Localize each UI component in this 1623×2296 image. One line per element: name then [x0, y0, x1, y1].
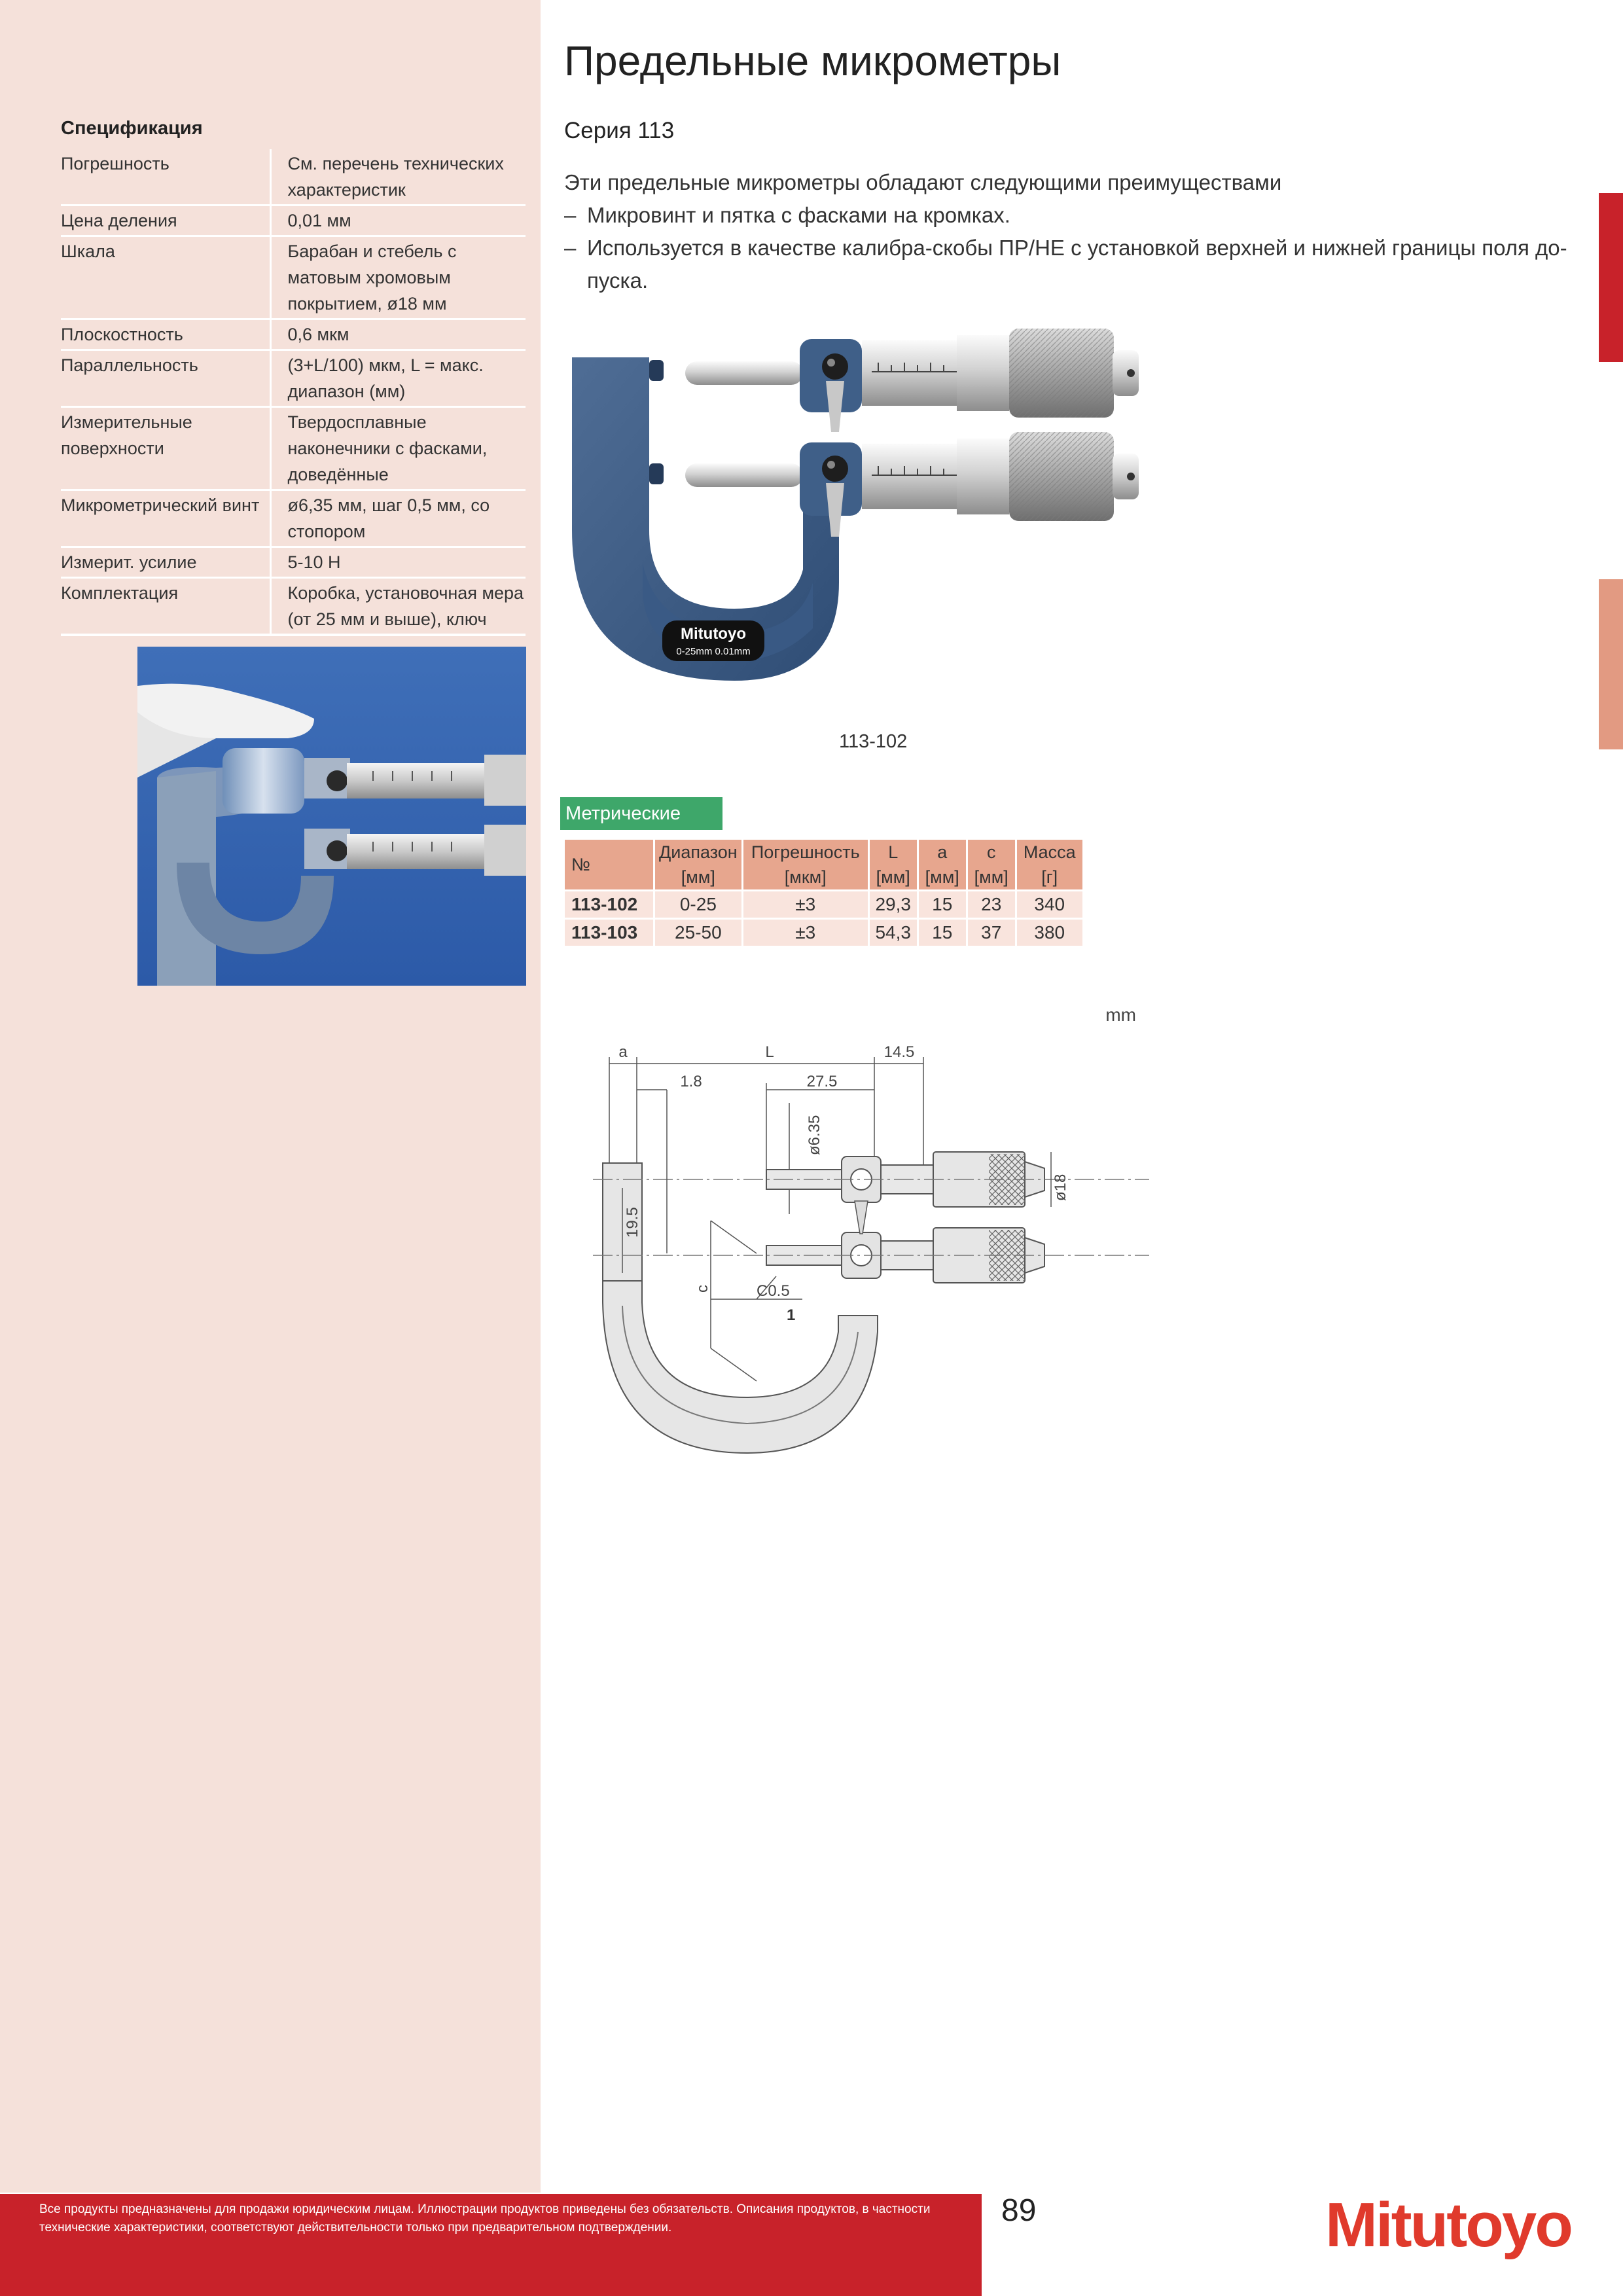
- bullet-item: [564, 232, 1585, 297]
- section-tab-red: [1599, 193, 1623, 362]
- brand-text: Mitutoyo: [681, 625, 746, 643]
- bullet-text: Используется в качестве калибра-скобы ПР/НЕ с установкой верхней и нижней границы поля до-пуска.: [587, 236, 1567, 293]
- metric-tag: Метрические: [560, 797, 722, 830]
- table-cell: ±3: [743, 920, 868, 946]
- dim-27-5: 27.5: [806, 1073, 838, 1090]
- spec-value: (3+L/100) мкм, L = макс. диапазон (мм): [270, 350, 526, 407]
- table-header-row: [565, 840, 1082, 889]
- col-header: Масса [г]: [1017, 840, 1082, 889]
- spec-key: Цена деления: [61, 206, 270, 236]
- spec-row: [61, 206, 526, 236]
- dim-14-5: 14.5: [883, 1043, 915, 1061]
- spec-row: [61, 578, 526, 636]
- page-title: Предельные микрометры: [564, 37, 1061, 84]
- bullet-dash: –: [564, 203, 577, 227]
- spec-key: Шкала: [61, 236, 270, 319]
- spec-value: Коробка, установочная мера (от 25 мм и выше), ключ: [270, 578, 526, 636]
- photo-caption: 113-102: [839, 731, 908, 752]
- table-row: [565, 891, 1082, 918]
- table-cell: ±3: [743, 891, 868, 918]
- dim-c05: C0.5: [757, 1282, 790, 1300]
- spec-table: [61, 149, 526, 636]
- dim-1-8: 1.8: [680, 1073, 702, 1090]
- dim-d18: ø18: [1052, 1174, 1069, 1201]
- series-label: Серия 113: [564, 118, 675, 143]
- spec-key: Параллельность: [61, 350, 270, 407]
- intro-lead: Эти предельные микрометры обладают следующими преимуществами: [564, 170, 1282, 194]
- table-cell: 0-25: [655, 891, 741, 918]
- spec-row: [61, 407, 526, 490]
- usage-photo: [137, 647, 526, 986]
- dim-L: L: [765, 1043, 774, 1061]
- spec-row: [61, 319, 526, 350]
- spec-value: Твердосплавные наконечники с фасками, доведённые: [270, 407, 526, 490]
- table-cell: 25-50: [655, 920, 741, 946]
- table-cell: 340: [1017, 891, 1082, 918]
- spec-value: См. перечень технических характеристик: [270, 149, 526, 206]
- spec-row: [61, 490, 526, 547]
- dim-c: c: [694, 1285, 711, 1293]
- spec-value: 5-10 Н: [270, 547, 526, 578]
- table-row: [565, 920, 1082, 946]
- bullet-dash: –: [564, 236, 577, 260]
- spec-value: 0,01 мм: [270, 206, 526, 236]
- dim-a: a: [618, 1043, 628, 1061]
- dim-19-5: 19.5: [624, 1207, 641, 1238]
- product-photo: [564, 321, 1186, 720]
- technical-drawing: [560, 992, 1182, 1515]
- spec-row: [61, 350, 526, 407]
- range-text: 0-25mm 0.01mm: [676, 646, 751, 657]
- spec-row: [61, 149, 526, 206]
- table-cell: 113-102: [565, 891, 653, 918]
- col-header: №: [565, 840, 653, 889]
- col-header: L [мм]: [870, 840, 917, 889]
- footer-disclaimer: Все продукты предназначены для продажи юридическим лицам. Иллюстрации продуктов приведены без обязательств. Описания продуктов, в частности технические характеристики, соответствуют действительности только при предварительном подтверждении.: [39, 2202, 931, 2234]
- intro-text: [564, 166, 1585, 297]
- dim-1: 1: [787, 1306, 796, 1324]
- units-label: mm: [1105, 1005, 1136, 1025]
- spec-key: Микрометрический винт: [61, 490, 270, 547]
- table-cell: 113-103: [565, 920, 653, 946]
- col-header: Диапазон [мм]: [655, 840, 741, 889]
- table-cell: 380: [1017, 920, 1082, 946]
- bullet-text: Микровинт и пятка с фасками на кромках.: [587, 203, 1010, 227]
- col-header: c [мм]: [968, 840, 1015, 889]
- table-cell: 15: [919, 920, 966, 946]
- spec-key: Погрешность: [61, 149, 270, 206]
- spec-row: [61, 236, 526, 319]
- table-cell: 15: [919, 891, 966, 918]
- spec-value: 0,6 мкм: [270, 319, 526, 350]
- spec-value: ø6,35 мм, шаг 0,5 мм, со стопором: [270, 490, 526, 547]
- page-number: 89: [1001, 2193, 1037, 2228]
- brand-logo: Mitutoyo: [1325, 2190, 1571, 2260]
- section-tab-salmon: [1599, 579, 1623, 749]
- spec-data-table: [563, 838, 1084, 948]
- spec-key: Измерит. усилие: [61, 547, 270, 578]
- spec-row: [61, 547, 526, 578]
- table-cell: 29,3: [870, 891, 917, 918]
- table-cell: 23: [968, 891, 1015, 918]
- col-header: a [мм]: [919, 840, 966, 889]
- bullet-item: [564, 199, 1585, 232]
- table-cell: 37: [968, 920, 1015, 946]
- spec-key: Плоскостность: [61, 319, 270, 350]
- spec-title: Спецификация: [61, 118, 203, 139]
- spec-key: Измерительные поверхности: [61, 407, 270, 490]
- spec-value: Барабан и стебель с матовым хромовым покрытием, ø18 мм: [270, 236, 526, 319]
- col-header: Погрешность [мкм]: [743, 840, 868, 889]
- table-cell: 54,3: [870, 920, 917, 946]
- dim-d635: ø6.35: [806, 1115, 823, 1155]
- spec-key: Комплектация: [61, 578, 270, 636]
